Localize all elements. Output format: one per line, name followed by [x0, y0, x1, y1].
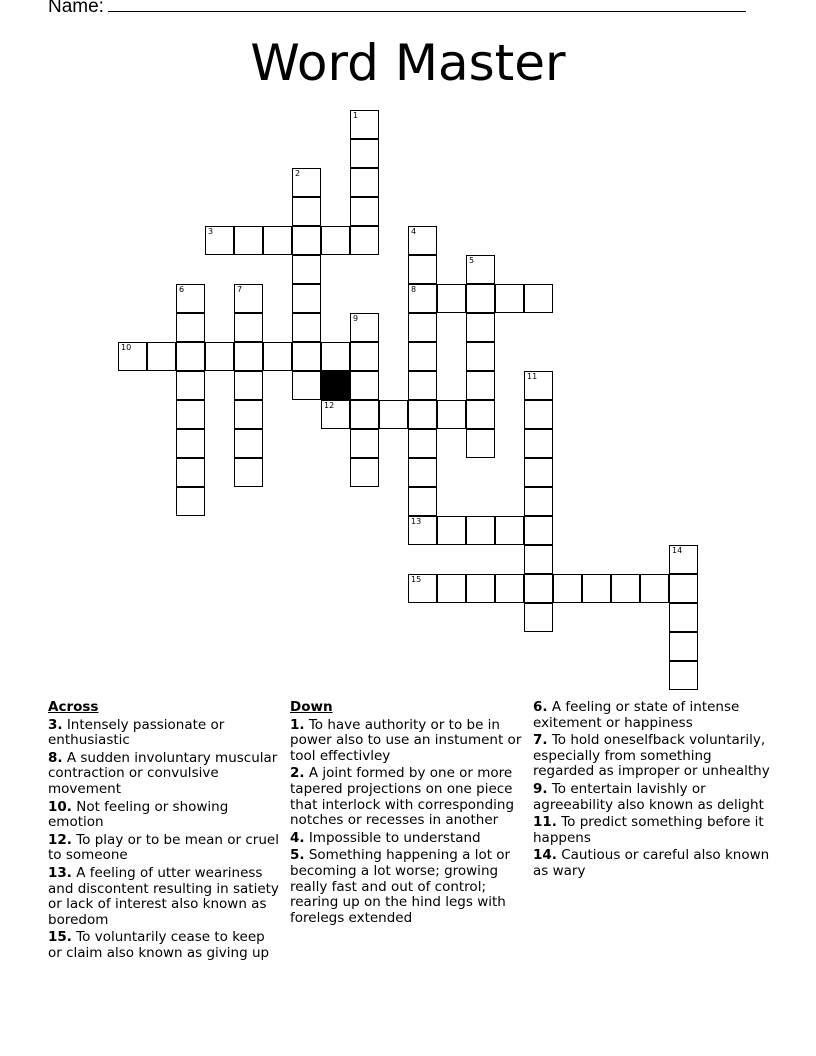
crossword-cell[interactable] — [350, 313, 379, 342]
crossword-cell[interactable] — [669, 574, 698, 603]
crossword-cell[interactable] — [379, 400, 408, 429]
crossword-cell[interactable] — [234, 400, 263, 429]
crossword-cell[interactable] — [292, 342, 321, 371]
crossword-cell[interactable] — [292, 313, 321, 342]
crossword-cell[interactable] — [524, 574, 553, 603]
clue-number: 13 — [411, 517, 422, 526]
crossword-cell[interactable] — [466, 371, 495, 400]
crossword-cell[interactable] — [524, 458, 553, 487]
crossword-cell[interactable] — [524, 371, 553, 400]
crossword-cell[interactable] — [466, 255, 495, 284]
crossword-cell[interactable] — [263, 226, 292, 255]
clue-down-7: 7. To hold oneselfback voluntarily, especially from something regarded as improper or unhealthy — [533, 732, 770, 780]
crossword-cell[interactable] — [466, 429, 495, 458]
crossword-cell[interactable] — [350, 458, 379, 487]
crossword-cell[interactable] — [292, 371, 321, 400]
crossword-cell[interactable] — [350, 429, 379, 458]
crossword-cell[interactable] — [466, 400, 495, 429]
crossword-cell[interactable] — [176, 400, 205, 429]
clues-across-column — [48, 700, 280, 964]
crossword-cell[interactable] — [176, 342, 205, 371]
clue-number: 10 — [121, 343, 132, 352]
crossword-cell[interactable] — [669, 661, 698, 690]
clue-down-11: 11. To predict something before it happens — [533, 814, 764, 846]
crossword-cell[interactable] — [524, 516, 553, 545]
crossword-cell[interactable] — [234, 313, 263, 342]
crossword-cell[interactable] — [408, 342, 437, 371]
crossword-cell[interactable] — [466, 516, 495, 545]
crossword-cell[interactable] — [350, 371, 379, 400]
clue-number: 9 — [353, 314, 359, 323]
clue-across-15: 15. To voluntarily cease to keep or claim also known as giving up — [48, 929, 270, 961]
crossword-cell[interactable] — [495, 574, 524, 603]
crossword-cell[interactable] — [611, 574, 640, 603]
crossword-cell[interactable] — [466, 284, 495, 313]
crossword-cell[interactable] — [408, 487, 437, 516]
clue-number: 11 — [527, 372, 538, 381]
crossword-cell[interactable] — [524, 545, 553, 574]
down-heading: Down — [290, 699, 333, 715]
crossword-cell[interactable] — [176, 313, 205, 342]
clue-down-2: 2. A joint formed by one or more tapered projections on one piece that interlock with corresponding notches or recesses in another — [290, 765, 515, 829]
crossword-cell[interactable] — [524, 284, 553, 313]
crossword-black-cell — [321, 371, 350, 400]
crossword-cell[interactable] — [350, 197, 379, 226]
crossword-cell[interactable] — [408, 313, 437, 342]
crossword-cell[interactable] — [466, 342, 495, 371]
crossword-cell[interactable] — [292, 255, 321, 284]
crossword-cell[interactable] — [350, 168, 379, 197]
clue-across-13: 13. A feeling of utter weariness and discontent resulting in satiety or lack of interest also known as boredom — [48, 864, 279, 928]
crossword-cell[interactable] — [234, 342, 263, 371]
crossword-cell[interactable] — [350, 226, 379, 255]
crossword-cell[interactable] — [408, 400, 437, 429]
crossword-cell[interactable] — [176, 429, 205, 458]
crossword-cell[interactable] — [582, 574, 611, 603]
crossword-cell[interactable] — [408, 284, 437, 313]
crossword-cell[interactable] — [408, 371, 437, 400]
crossword-cell[interactable] — [408, 574, 437, 603]
crossword-cell[interactable] — [321, 226, 350, 255]
crossword-cell[interactable] — [524, 429, 553, 458]
crossword-cell[interactable] — [350, 400, 379, 429]
crossword-cell[interactable] — [205, 226, 234, 255]
crossword-cell[interactable] — [524, 400, 553, 429]
crossword-cell[interactable] — [292, 226, 321, 255]
crossword-cell[interactable] — [408, 429, 437, 458]
clue-down-14: 14. Cautious or careful also known as wary — [533, 847, 770, 879]
crossword-cell[interactable] — [669, 545, 698, 574]
clue-number: 3 — [208, 227, 214, 236]
crossword-cell[interactable] — [669, 603, 698, 632]
crossword-cell[interactable] — [234, 429, 263, 458]
crossword-cell[interactable] — [466, 574, 495, 603]
puzzle-title: Word Master — [250, 34, 566, 92]
crossword-cell[interactable] — [437, 400, 466, 429]
clue-across-3: 3. Intensely passionate or enthusiastic — [48, 716, 225, 749]
clue-number: 15 — [411, 575, 422, 584]
crossword-cell[interactable] — [350, 110, 379, 139]
clue-number: 6 — [179, 285, 185, 294]
crossword-cell[interactable] — [437, 574, 466, 603]
crossword-cell[interactable] — [234, 371, 263, 400]
crossword-cell[interactable] — [234, 458, 263, 487]
crossword-cell[interactable] — [292, 168, 321, 197]
crossword-cell[interactable] — [321, 400, 350, 429]
clue-number: 7 — [237, 285, 243, 294]
crossword-cell[interactable] — [350, 342, 379, 371]
crossword-cell[interactable] — [321, 342, 350, 371]
crossword-cell[interactable] — [234, 226, 263, 255]
clues-down-column-continued — [533, 700, 773, 882]
crossword-cell[interactable] — [408, 516, 437, 545]
name-label: Name: — [48, 0, 104, 17]
crossword-cell[interactable] — [408, 458, 437, 487]
clue-across-12: 12. To play or to be mean or cruel to someone — [48, 831, 279, 864]
crossword-cell[interactable] — [553, 574, 582, 603]
crossword-cell[interactable] — [176, 458, 205, 487]
clue-down-9: 9. To entertain lavishly or agreeability also known as delight — [533, 780, 764, 813]
clue-down-4: 4. Impossible to understand — [290, 829, 481, 846]
clue-number: 5 — [469, 256, 475, 265]
crossword-cell[interactable] — [437, 516, 466, 545]
crossword-cell[interactable] — [437, 284, 466, 313]
crossword-cell[interactable] — [408, 226, 437, 255]
clue-number: 1 — [353, 111, 359, 120]
crossword-cell[interactable] — [292, 197, 321, 226]
crossword-cell[interactable] — [466, 313, 495, 342]
crossword-cell[interactable] — [640, 574, 669, 603]
crossword-cell[interactable] — [495, 516, 524, 545]
crossword-cell[interactable] — [524, 603, 553, 632]
crossword-cell[interactable] — [524, 487, 553, 516]
clue-number: 4 — [411, 227, 417, 236]
clue-down-6: 6. A feeling or state of intense exitement or happiness — [533, 699, 740, 731]
clue-down-5: 5. Something happening a lot or becoming a lot worse; growing really fast and out of control; rearing up on the hind legs with forelegs extended — [290, 847, 511, 926]
clue-across-10: 10. Not feeling or showing emotion — [48, 798, 229, 831]
clue-number: 14 — [672, 546, 683, 555]
clue-number: 12 — [324, 401, 335, 410]
clues-down-column — [290, 700, 526, 928]
crossword-cell[interactable] — [495, 284, 524, 313]
crossword-cell[interactable] — [408, 255, 437, 284]
crossword-cell[interactable] — [669, 632, 698, 661]
crossword-cell[interactable] — [350, 139, 379, 168]
crossword-cell[interactable] — [234, 284, 263, 313]
clue-number: 2 — [295, 169, 301, 178]
clue-across-8: 8. A sudden involuntary muscular contraction or convulsive movement — [48, 749, 278, 797]
crossword-cell[interactable] — [118, 342, 147, 371]
crossword-cell[interactable] — [176, 284, 205, 313]
crossword-cell[interactable] — [176, 487, 205, 516]
clue-down-1: 1. To have authority or to be in power also to use an instument or tool effectivley — [290, 716, 522, 764]
crossword-cell[interactable] — [292, 284, 321, 313]
clue-number: 8 — [411, 285, 417, 294]
crossword-cell[interactable] — [205, 342, 234, 371]
across-heading: Across — [48, 699, 99, 715]
crossword-cell[interactable] — [176, 371, 205, 400]
crossword-cell[interactable] — [263, 342, 292, 371]
crossword-cell[interactable] — [147, 342, 176, 371]
